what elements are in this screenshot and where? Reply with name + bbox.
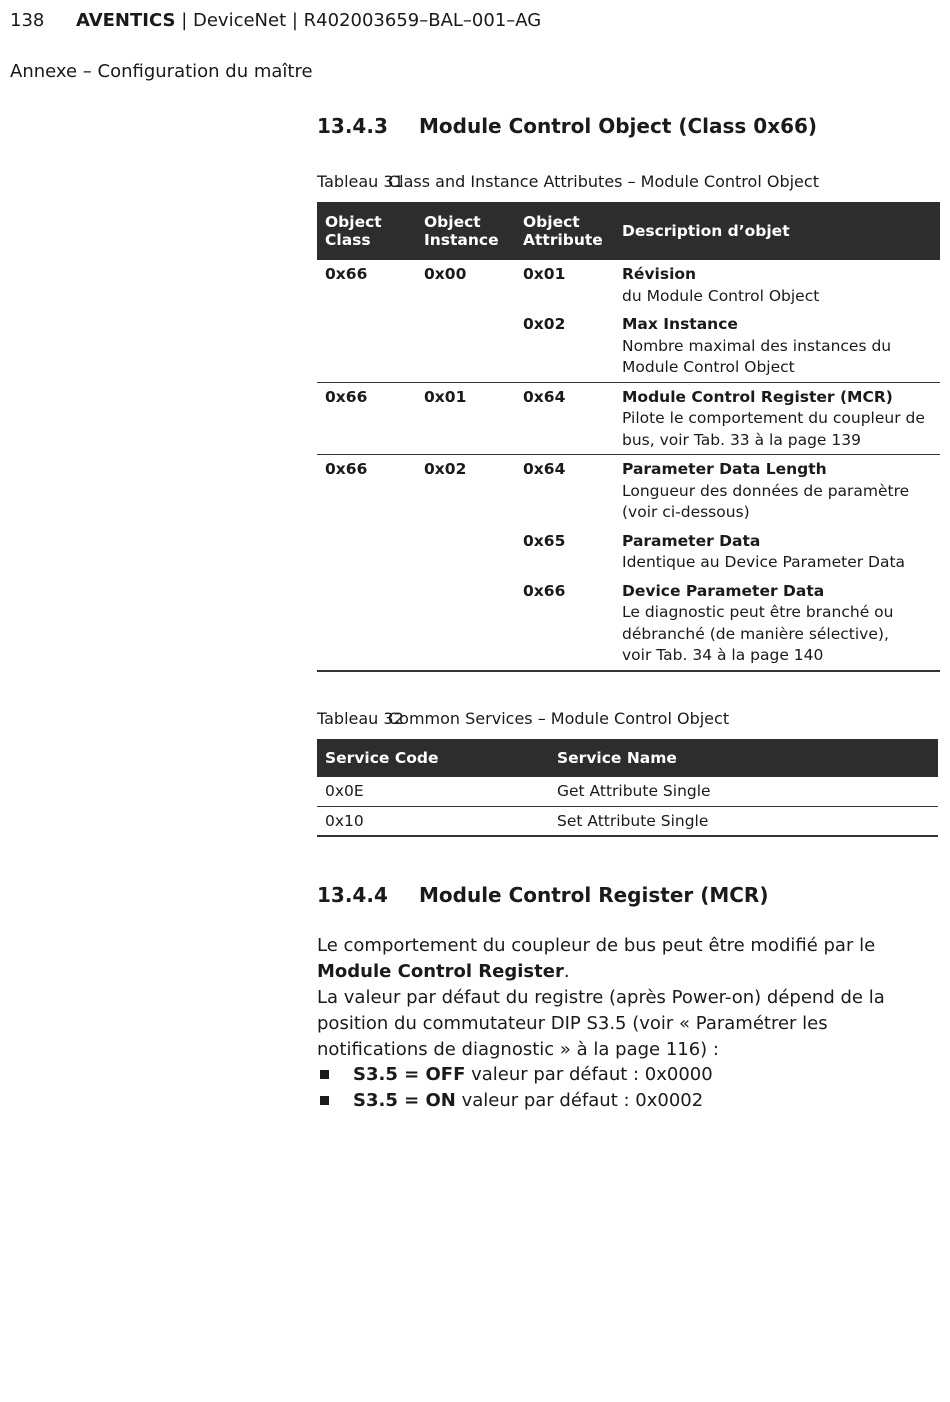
cell-class <box>317 577 416 671</box>
cell-service-name: Set Attribute Single <box>549 806 938 836</box>
cell-description <box>614 260 940 310</box>
paragraph-text: . <box>563 960 570 982</box>
caption-text: Common Services – Module Control Object <box>388 709 730 728</box>
services-table <box>317 739 938 837</box>
bullet-text: valeur par défaut : 0x0002 <box>455 1089 704 1111</box>
cell-description <box>614 455 940 527</box>
cell-attribute: 0x01 <box>523 265 566 283</box>
table-row <box>317 382 940 455</box>
cell-service-code: 0x10 <box>317 806 549 836</box>
caption-label: Tableau 31 <box>317 172 404 191</box>
description-title: Parameter Data <box>622 531 761 550</box>
page-header <box>10 10 541 31</box>
header-service-code: Service Code <box>317 739 549 777</box>
cell-description <box>614 310 940 382</box>
square-bullet-icon <box>320 1070 329 1079</box>
caption-text: Class and Instance Attributes – Module Control Object <box>388 172 819 191</box>
cell-instance <box>416 577 515 671</box>
cell-attribute: 0x02 <box>515 310 614 382</box>
cell-instance: 0x00 <box>424 265 467 283</box>
cell-class: 0x66 <box>325 460 368 478</box>
description-title: Parameter Data Length <box>622 460 827 478</box>
section-title: Module Control Register (MCR) <box>419 883 769 907</box>
header-service-name: Service Name <box>549 739 938 777</box>
chapter-title: Annexe – Configuration du maître <box>10 61 313 82</box>
attributes-table <box>317 202 940 672</box>
description-title: Module Control Register (MCR) <box>622 387 893 406</box>
cell-attribute: 0x64 <box>523 460 566 478</box>
description-text: Le diagnostic peut être branché ou débranché (de manière sélective), voir Tab. 34 à la page 140 <box>622 603 894 664</box>
bullet-text: valeur par défaut : 0x0000 <box>465 1064 713 1085</box>
section-number: 13.4.4 <box>317 883 388 907</box>
brand-name: AVENTICS <box>76 10 176 31</box>
cell-instance: 0x01 <box>416 382 515 455</box>
cell-instance: 0x02 <box>424 460 467 478</box>
cell-attribute: 0x64 <box>515 382 614 455</box>
description-title: Révision <box>622 265 697 283</box>
bullet-bold: S3.5 = ON <box>353 1089 456 1111</box>
paragraph-default-value: La valeur par défaut du registre (après Power-on) dépend de la position du commutateur DIP S3.5 (voir « Paramétrer les notifications de diagnostic » à la page 116) : <box>317 987 885 1060</box>
description-title: Device Parameter Data <box>622 581 825 600</box>
cell-attribute: 0x66 <box>515 577 614 671</box>
document-id: | DeviceNet | R402003659–BAL–001–AG <box>175 10 542 31</box>
description-text: Pilote le comportement du coupleur de bus, voir Tab. 33 à la page 139 <box>622 409 925 449</box>
bullet-bold: S3.5 = OFF <box>353 1064 466 1085</box>
description-text: du Module Control Object <box>622 286 820 305</box>
description-text: Identique au Device Parameter Data <box>622 553 906 571</box>
table-31-caption <box>317 172 819 191</box>
table-header-row <box>317 202 940 260</box>
section-number: 13.4.3 <box>317 114 388 138</box>
table-header-row <box>317 739 938 777</box>
header-object-instance: Object Instance <box>416 202 515 260</box>
section-heading-13-4-3 <box>317 114 817 138</box>
description-title: Max Instance <box>622 315 738 333</box>
bullet-list <box>317 1062 713 1114</box>
list-item <box>317 1062 713 1088</box>
cell-service-name: Get Attribute Single <box>549 777 938 806</box>
paragraph-intro <box>317 933 940 985</box>
list-item <box>317 1088 713 1114</box>
header-description: Description d’objet <box>614 202 940 260</box>
table-row <box>317 455 940 527</box>
paragraph-text: Le comportement du coupleur de bus peut être modifié par le <box>317 935 876 956</box>
table-row <box>317 806 938 836</box>
caption-label: Tableau 32 <box>317 709 404 728</box>
cell-class: 0x66 <box>325 265 368 283</box>
cell-description <box>614 577 940 671</box>
table-32-caption <box>317 709 729 728</box>
square-bullet-icon <box>320 1096 329 1105</box>
header-object-attribute: Object Attribute <box>515 202 614 260</box>
cell-description <box>614 382 940 455</box>
description-text: Longueur des données de paramètre (voir ci-dessous) <box>622 481 910 521</box>
cell-instance <box>416 527 515 577</box>
table-row <box>317 777 938 806</box>
cell-class: 0x66 <box>317 382 416 455</box>
table-row <box>317 577 940 671</box>
section-heading-13-4-4 <box>317 883 768 907</box>
table-row <box>317 260 940 310</box>
cell-class <box>317 310 416 382</box>
description-text: Nombre maximal des instances du Module Control Object <box>622 336 892 376</box>
paragraph-bold: Module Control Register <box>317 960 564 982</box>
header-object-class: Object Class <box>317 202 416 260</box>
cell-class <box>317 527 416 577</box>
cell-service-code: 0x0E <box>317 777 549 806</box>
page-number: 138 <box>10 10 45 31</box>
cell-description <box>614 527 940 577</box>
table-row <box>317 310 940 382</box>
cell-attribute: 0x65 <box>523 531 566 550</box>
section-title: Module Control Object (Class 0x66) <box>419 114 818 138</box>
table-row <box>317 527 940 577</box>
cell-instance <box>416 310 515 382</box>
